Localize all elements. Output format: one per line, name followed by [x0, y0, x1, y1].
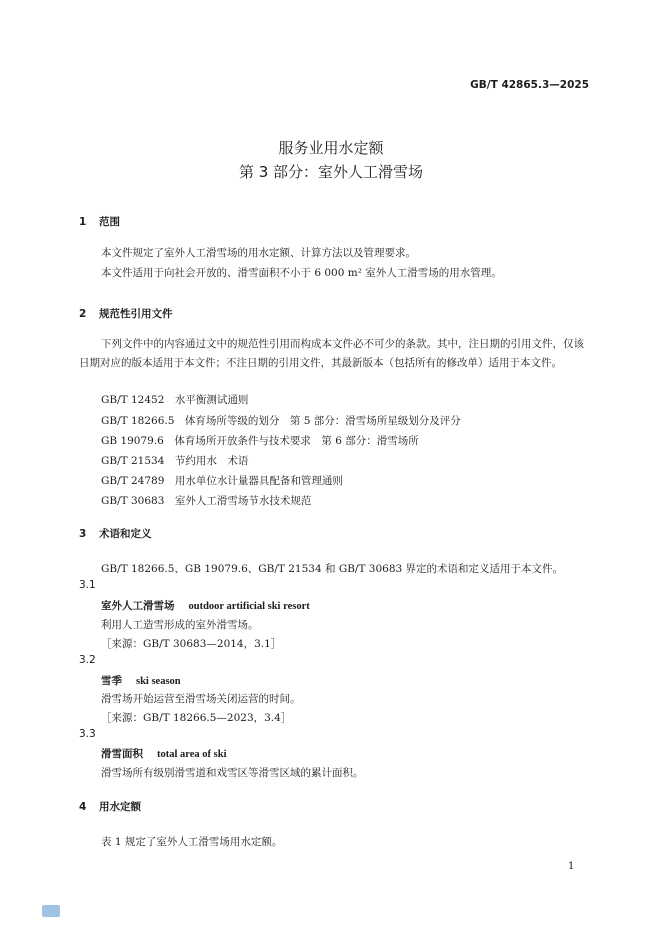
section-heading-terms-and-definitions — [79, 526, 152, 541]
reference-item — [101, 473, 343, 488]
page-number: 1 — [568, 861, 575, 872]
clause-number: 3.1 — [79, 579, 96, 591]
reference-title: 节约用水 术语 — [174, 455, 249, 467]
paragraph: GB/T 18266.5、GB 19079.6、GB/T 21534 和 GB/T 30683 界定的术语和定义适用于本文件。 — [101, 563, 564, 575]
reference-code: GB/T 24789 — [101, 475, 165, 487]
term-entry — [101, 673, 181, 688]
section-title: 规范性引用文件 — [99, 308, 173, 320]
document-title: 服务业用水定额 — [278, 139, 384, 157]
standard-number: GB/T 42865.3—2025 — [470, 79, 589, 91]
section-number: 2 — [79, 308, 87, 320]
reference-item — [101, 433, 419, 448]
paragraph: 本文件适用于向社会开放的、滑雪面积不小于 6 000 m² 室外人工滑雪场的用水管理。 — [101, 267, 502, 279]
term-en: total area of ski — [157, 749, 227, 760]
term-definition: 滑雪场所有级别滑雪道和戏雪区等滑雪区域的累计面积。 — [101, 767, 364, 779]
reference-item — [101, 392, 248, 407]
section-title: 术语和定义 — [99, 528, 152, 540]
reference-code: GB/T 21534 — [101, 455, 165, 467]
watermark-logo-icon — [42, 905, 60, 917]
term-zh: 滑雪面积 — [101, 748, 143, 760]
term-definition: 滑雪场开始运营至滑雪场关闭运营的时间。 — [101, 693, 301, 705]
term-zh: 雪季 — [101, 675, 122, 687]
reference-title: 室外人工滑雪场节水技术规范 — [174, 495, 312, 507]
reference-item — [101, 493, 311, 508]
term-zh: 室外人工滑雪场 — [101, 600, 175, 612]
clause-number: 3.3 — [79, 728, 96, 740]
reference-title: 体育场所开放条件与技术要求 第 6 部分：滑雪场所 — [174, 435, 419, 447]
reference-item — [101, 413, 461, 428]
reference-title: 水平衡测试通则 — [174, 394, 249, 406]
section-number: 1 — [79, 216, 87, 228]
reference-code: GB/T 12452 — [101, 394, 165, 406]
term-entry — [101, 746, 227, 761]
term-source: ［来源：GB/T 18266.5—2023，3.4］ — [101, 712, 292, 724]
paragraph: 本文件规定了室外人工滑雪场的用水定额、计算方法以及管理要求。 — [101, 247, 416, 259]
section-heading-water-quota — [79, 799, 141, 814]
section-heading-scope — [79, 214, 120, 229]
term-entry — [101, 598, 310, 613]
clause-number: 3.2 — [79, 654, 96, 666]
section-number: 4 — [79, 801, 87, 813]
term-definition: 利用人工造雪形成的室外滑雪场。 — [101, 619, 259, 631]
section-title: 用水定额 — [99, 801, 141, 813]
term-source: ［来源：GB/T 30683—2014，3.1］ — [101, 638, 282, 650]
term-en: outdoor artificial ski resort — [188, 601, 310, 612]
reference-item — [101, 453, 248, 468]
section-number: 3 — [79, 528, 87, 540]
reference-code: GB/T 30683 — [101, 495, 165, 507]
section-title: 范围 — [99, 216, 120, 228]
document-subtitle: 第 3 部分：室外人工滑雪场 — [238, 163, 424, 181]
paragraph: 下列文件中的内容通过文中的规范性引用而构成本文件必不可少的条款。其中，注日期的引用文件，仅该日期对应的版本适用于本文件；不注日期的引用文件，其最新版本（包括所有的修改单）适用于本文件。 — [79, 338, 584, 369]
paragraph: 表 1 规定了室外人工滑雪场用水定额。 — [101, 836, 283, 848]
term-en: ski season — [136, 676, 181, 687]
reference-title: 用水单位水计量器具配备和管理通则 — [174, 475, 343, 487]
reference-code: GB 19079.6 — [101, 435, 164, 447]
section-heading-normative-references — [79, 306, 173, 321]
reference-code: GB/T 18266.5 — [101, 415, 175, 427]
reference-title: 体育场所等级的划分 第 5 部分：滑雪场所星级划分及评分 — [184, 415, 461, 427]
